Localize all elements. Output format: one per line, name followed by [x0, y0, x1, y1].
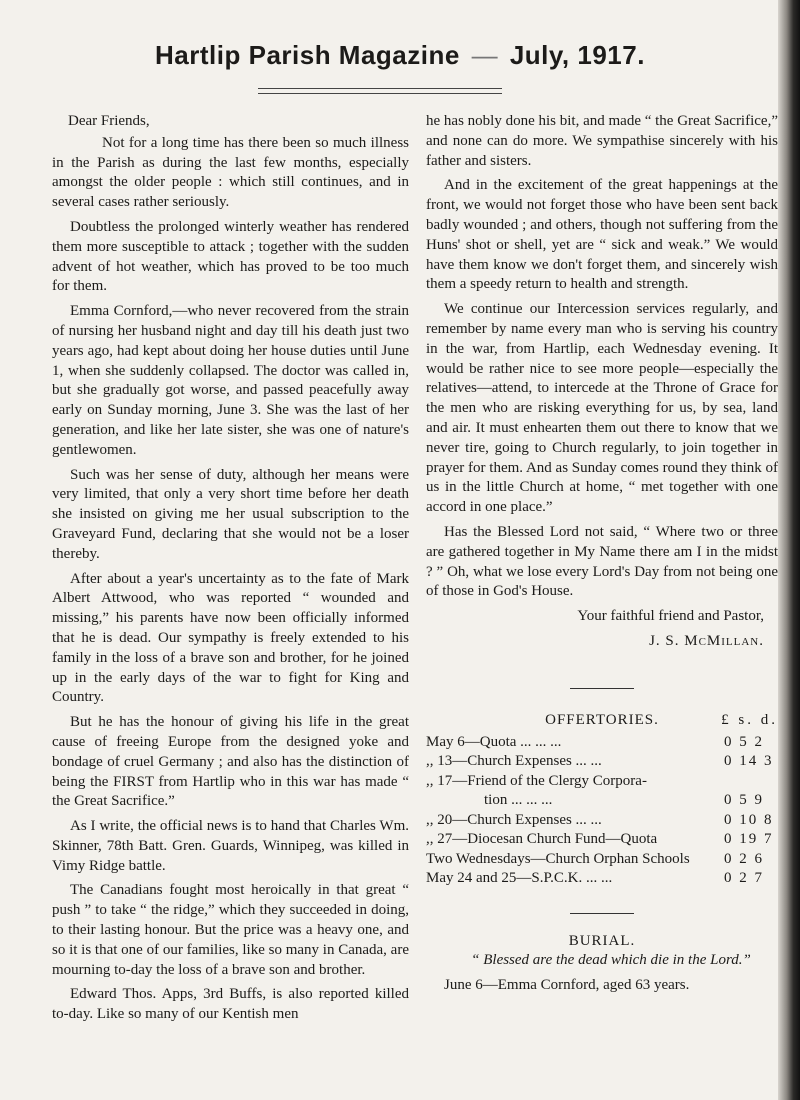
letter-paragraph: Edward Thos. Apps, 3rd Buffs, is also reported killed to-day. Like so many of our Kentish men [52, 986, 409, 1023]
offertory-amount: 0 19 7 [724, 831, 774, 848]
offertory-desc: ,, 17—Friend of the Clergy Corpora- [426, 772, 647, 789]
offertory-desc: May 6—Quota ... ... ... [426, 733, 562, 750]
left-column [52, 112, 409, 1030]
offertory-row [426, 869, 778, 889]
burial-entry: June 6—Emma Cornford, aged 63 years. [444, 977, 690, 994]
offertory-amount [724, 772, 778, 792]
offertory-row [426, 791, 778, 811]
offertory-amount: 0 2 6 [724, 850, 764, 867]
offertory-row [426, 733, 778, 753]
letter-paragraph: After about a year's uncertainty as to the fate of Mark Albert Attwood, who was reported “ wounded and missing,” his parents have now been officially informed that he is dead. Our sympathy is freely extended to his family in the loss of a brave son and brother, for he joined up in the early days of the war to fight for King and Country. [52, 570, 409, 706]
offertory-amount: 0 10 8 [724, 811, 774, 828]
issue-month: July, [509, 40, 570, 70]
letter-paragraph: Doubtless the prolonged winterly weather has rendered them more susceptible to attack ; together with the sudden advent of hot weather, which has proved to be too much for them. [52, 218, 409, 295]
offertory-desc: ,, 13—Church Expenses ... ... [426, 753, 602, 770]
letter-closing: Your faithful friend and Pastor, [577, 608, 764, 625]
letter-paragraph: We continue our Intercession services regularly, and remember by name every man who is serving his country in the war, from Hartlip, each Wednesday evening. It would be rather nice to see more people—especially the relatives—attend, to intercede at the Throne of Grace for the men who are risking everything for us, by sea, land and air. It must enhearten them out there to know that we never tire, going to Church regularly, to join together in prayer for them. And as Sunday comes round they think of us in the little Church at home, “ met together with one accord in one place.” [426, 301, 779, 516]
offertory-amount: 0 14 3 [724, 753, 774, 770]
letter-paragraph: But he has the honour of giving his life in the great cause of freeing Europe from the designed yoke and bondage of cruel Germany ; and also has the distinction of being the FIRST from Hartlip who in this war has made “ the Great Sacrifice.” [52, 714, 409, 810]
burial-quote: “ Blessed are the dead which die in the Lord.” [471, 952, 751, 969]
letter-paragraph: As I write, the official news is to hand that Charles Wm. Skinner, 78th Batt. Gren. Guards, Winnipeg, was killed in Vimy Ridge battle. [52, 818, 409, 874]
letter-signature: J. S. McMillan. [649, 632, 764, 649]
currency-header: £ s. d. [721, 711, 778, 728]
section-divider [570, 913, 634, 914]
offertory-desc: ,, 27—Diocesan Church Fund—Quota [426, 831, 658, 848]
binding-edge [778, 0, 800, 1100]
offertory-amount: 0 5 9 [724, 792, 764, 809]
offertory-row [426, 772, 778, 792]
offertory-amount: 0 5 2 [724, 733, 764, 750]
offertory-desc: May 24 and 25—S.P.C.K. ... ... [426, 870, 613, 887]
offertory-row [426, 752, 778, 772]
section-divider [570, 688, 634, 689]
offertory-desc: ,, 20—Church Expenses ... ... [426, 811, 602, 828]
offertory-row [426, 830, 778, 850]
offertory-row [426, 811, 778, 831]
letter-paragraph: Not for a long time has there been so much illness in the Parish as during the last few months, especially amongst the older people : which still continues, and in several cases rather seriously. [52, 134, 409, 211]
letter-greeting: Dear Friends, [68, 113, 150, 129]
magazine-title: Hartlip Parish Magazine [155, 40, 460, 70]
offertories-heading [426, 711, 778, 731]
issue-year: 1917. [577, 40, 645, 70]
letter-paragraph: Such was her sense of duty, although her means were very limited, that only a very short time before her death she insisted on giving me her usual subscription to the Graveyard Fund, declaring that she would not be a loser thereby. [52, 466, 409, 562]
offertory-amount: 0 2 7 [724, 870, 764, 887]
title-separator: — [471, 40, 499, 70]
burial-title: BURIAL. [568, 932, 636, 949]
letter-paragraph: Emma Cornford,—who never recovered from the strain of nursing her husband night and day till his death just two years ago, had kept about doing her house duties until June 1, when she suddenly collapsed. The doctor was called in, but she gradually got worse, and passed peacefully away early on Sunday morning, June 3. She was the last of her generation, and like her late sister, she was one of nature's gentlewomen. [52, 303, 409, 458]
offertories-title: OFFERTORIES. [545, 711, 659, 728]
letter-paragraph: he has nobly done his bit, and made “ the Great Sacrifice,” and none can do more. We sympathise sincerely with his father and sisters. [426, 113, 778, 169]
offertory-row [426, 850, 778, 870]
header-double-rule [258, 88, 502, 94]
offertory-desc: Two Wednesdays—Church Orphan Schools [426, 850, 690, 867]
letter-paragraph: Has the Blessed Lord not said, “ Where two or three are gathered together in My Name there am I in the midst ? ” Oh, what we lose every Lord's Day from not being one of those in God's House. [426, 523, 778, 600]
letter-paragraph: And in the excitement of the great happenings at the front, we would not forget those who have been sent back badly wounded ; and others, though not suffering from the Huns' shot or shell, yet are “ sick and weak.” We would have them know we don't forget them, and sincerely wish them a speedy return to health and strength. [426, 177, 778, 293]
offertories-table [426, 733, 778, 889]
offertory-desc: tion ... ... ... [484, 792, 553, 809]
right-column [426, 112, 778, 1001]
page-header [0, 40, 800, 80]
letter-paragraph: The Canadians fought most heroically in that great “ push ” to take “ the ridge,” which they succeeded in doing, to their lasting honour. But the price was a heavy one, and so it is that one of our families, like so many in Canada, are mourning to-day the loss of a brave son and brother. [52, 882, 409, 978]
